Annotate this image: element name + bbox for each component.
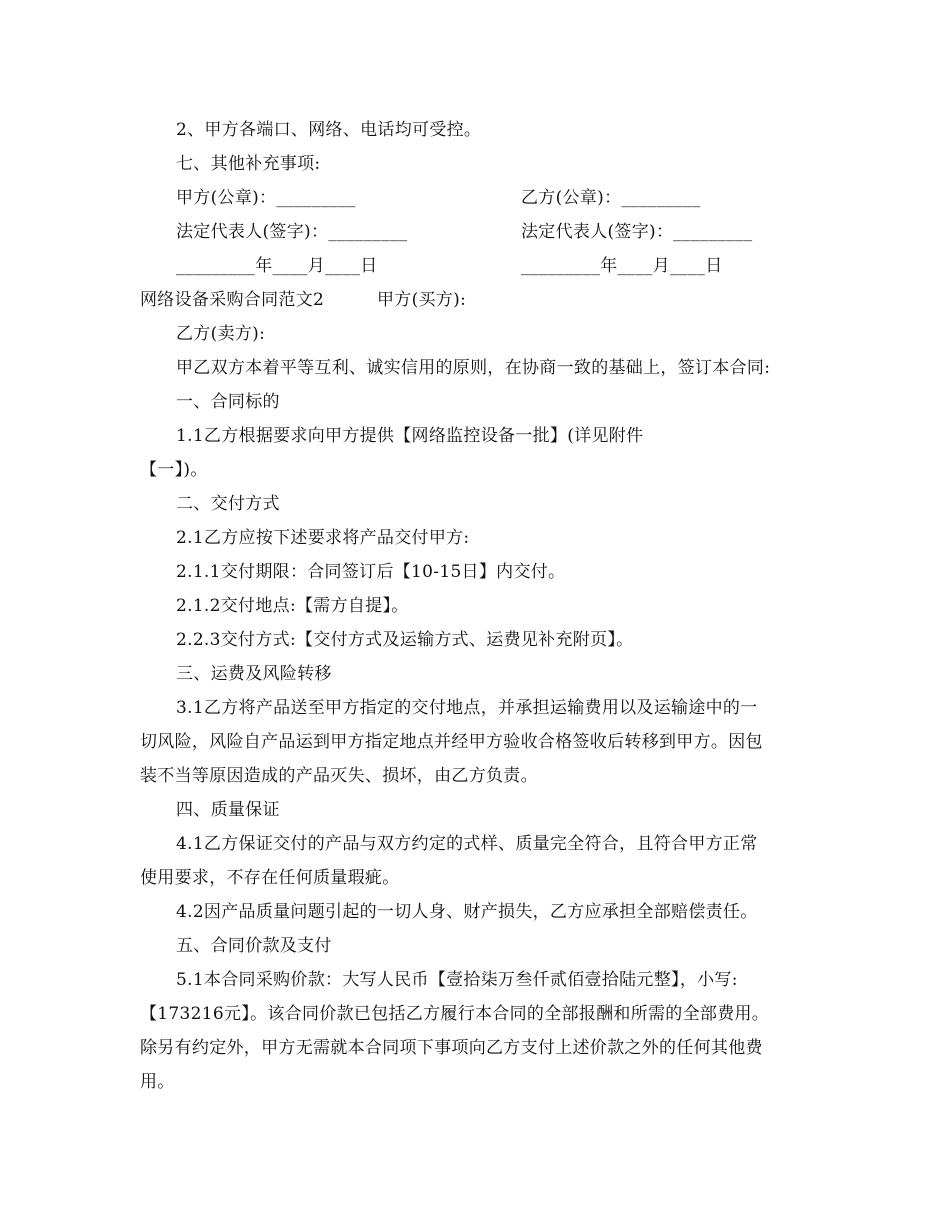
section-heading: 七、其他补充事项: xyxy=(176,154,321,174)
clause-text: 除另有约定外，甲方无需就本合同项下事项向乙方支付上述价款之外的任何其他费 xyxy=(140,1038,763,1058)
clause-text: 切风险，风险自产品运到甲方指定地点并经甲方验收合格签收后转移到甲方。因包 xyxy=(140,732,763,752)
clause-text: 使用要求，不存在任何质量瑕疵。 xyxy=(140,868,400,888)
clause-text: 2.1.1交付期限：合同签订后【10-15日】内交付。 xyxy=(176,562,566,582)
document-title: 网络设备采购合同范文2 xyxy=(140,290,325,310)
section-heading: 五、合同价款及支付 xyxy=(176,936,332,956)
section-heading: 四、质量保证 xyxy=(176,800,280,820)
clause-text: 2.2.3交付方式:【交付方式及运输方式、运费见补充附页】。 xyxy=(176,630,634,650)
party-b-seal: 乙方(公章)：_________ xyxy=(521,188,701,208)
clause-text: 1.1乙方根据要求向甲方提供【网络监控设备一批】(详见附件 xyxy=(176,426,644,446)
clause-text: 2、甲方各端口、网络、电话均可受控。 xyxy=(176,120,482,140)
clause-text: 4.1乙方保证交付的产品与双方约定的式样、质量完全符合，且符合甲方正常 xyxy=(176,834,758,854)
clause-text: 装不当等原因造成的产品灭失、损坏，由乙方负责。 xyxy=(140,766,538,786)
party-a-seal: 甲方(公章)：_________ xyxy=(176,188,356,208)
party-b-date: _________年____月____日 xyxy=(521,256,723,276)
party-a-representative: 法定代表人(签字)：_________ xyxy=(176,222,408,242)
clause-text: 4.2因产品质量问题引起的一切人身、财产损失，乙方应承担全部赔偿责任。 xyxy=(176,902,758,922)
clause-text: 【一】)。 xyxy=(140,460,208,480)
party-b-representative: 法定代表人(签字)：_________ xyxy=(521,222,753,242)
clause-text: 2.1.2交付地点:【需方自提】。 xyxy=(176,596,409,616)
party-a-date: _________年____月____日 xyxy=(176,256,378,276)
section-heading: 一、合同标的 xyxy=(176,392,280,412)
clause-text: 【173216元】。该合同价款已包括乙方履行本合同的全部报酬和所需的全部费用。 xyxy=(140,1004,770,1024)
section-heading: 三、运费及风险转移 xyxy=(176,664,332,684)
clause-text: 2.1乙方应按下述要求将产品交付甲方: xyxy=(176,528,470,548)
party-a-buyer: 甲方(买方): xyxy=(377,290,467,310)
section-heading: 二、交付方式 xyxy=(176,494,280,514)
clause-text: 3.1乙方将产品送至甲方指定的交付地点，并承担运输费用以及运输途中的一 xyxy=(176,698,758,718)
clause-text: 用。 xyxy=(140,1072,175,1092)
clause-text: 5.1本合同采购价款：大写人民币【壹拾柒万叁仟贰佰壹拾陆元整】，小写: xyxy=(176,970,738,990)
preamble-text: 甲乙双方本着平等互利、诚实信用的原则，在协商一致的基础上，签订本合同: xyxy=(176,358,771,378)
party-b-seller: 乙方(卖方): xyxy=(176,324,266,344)
